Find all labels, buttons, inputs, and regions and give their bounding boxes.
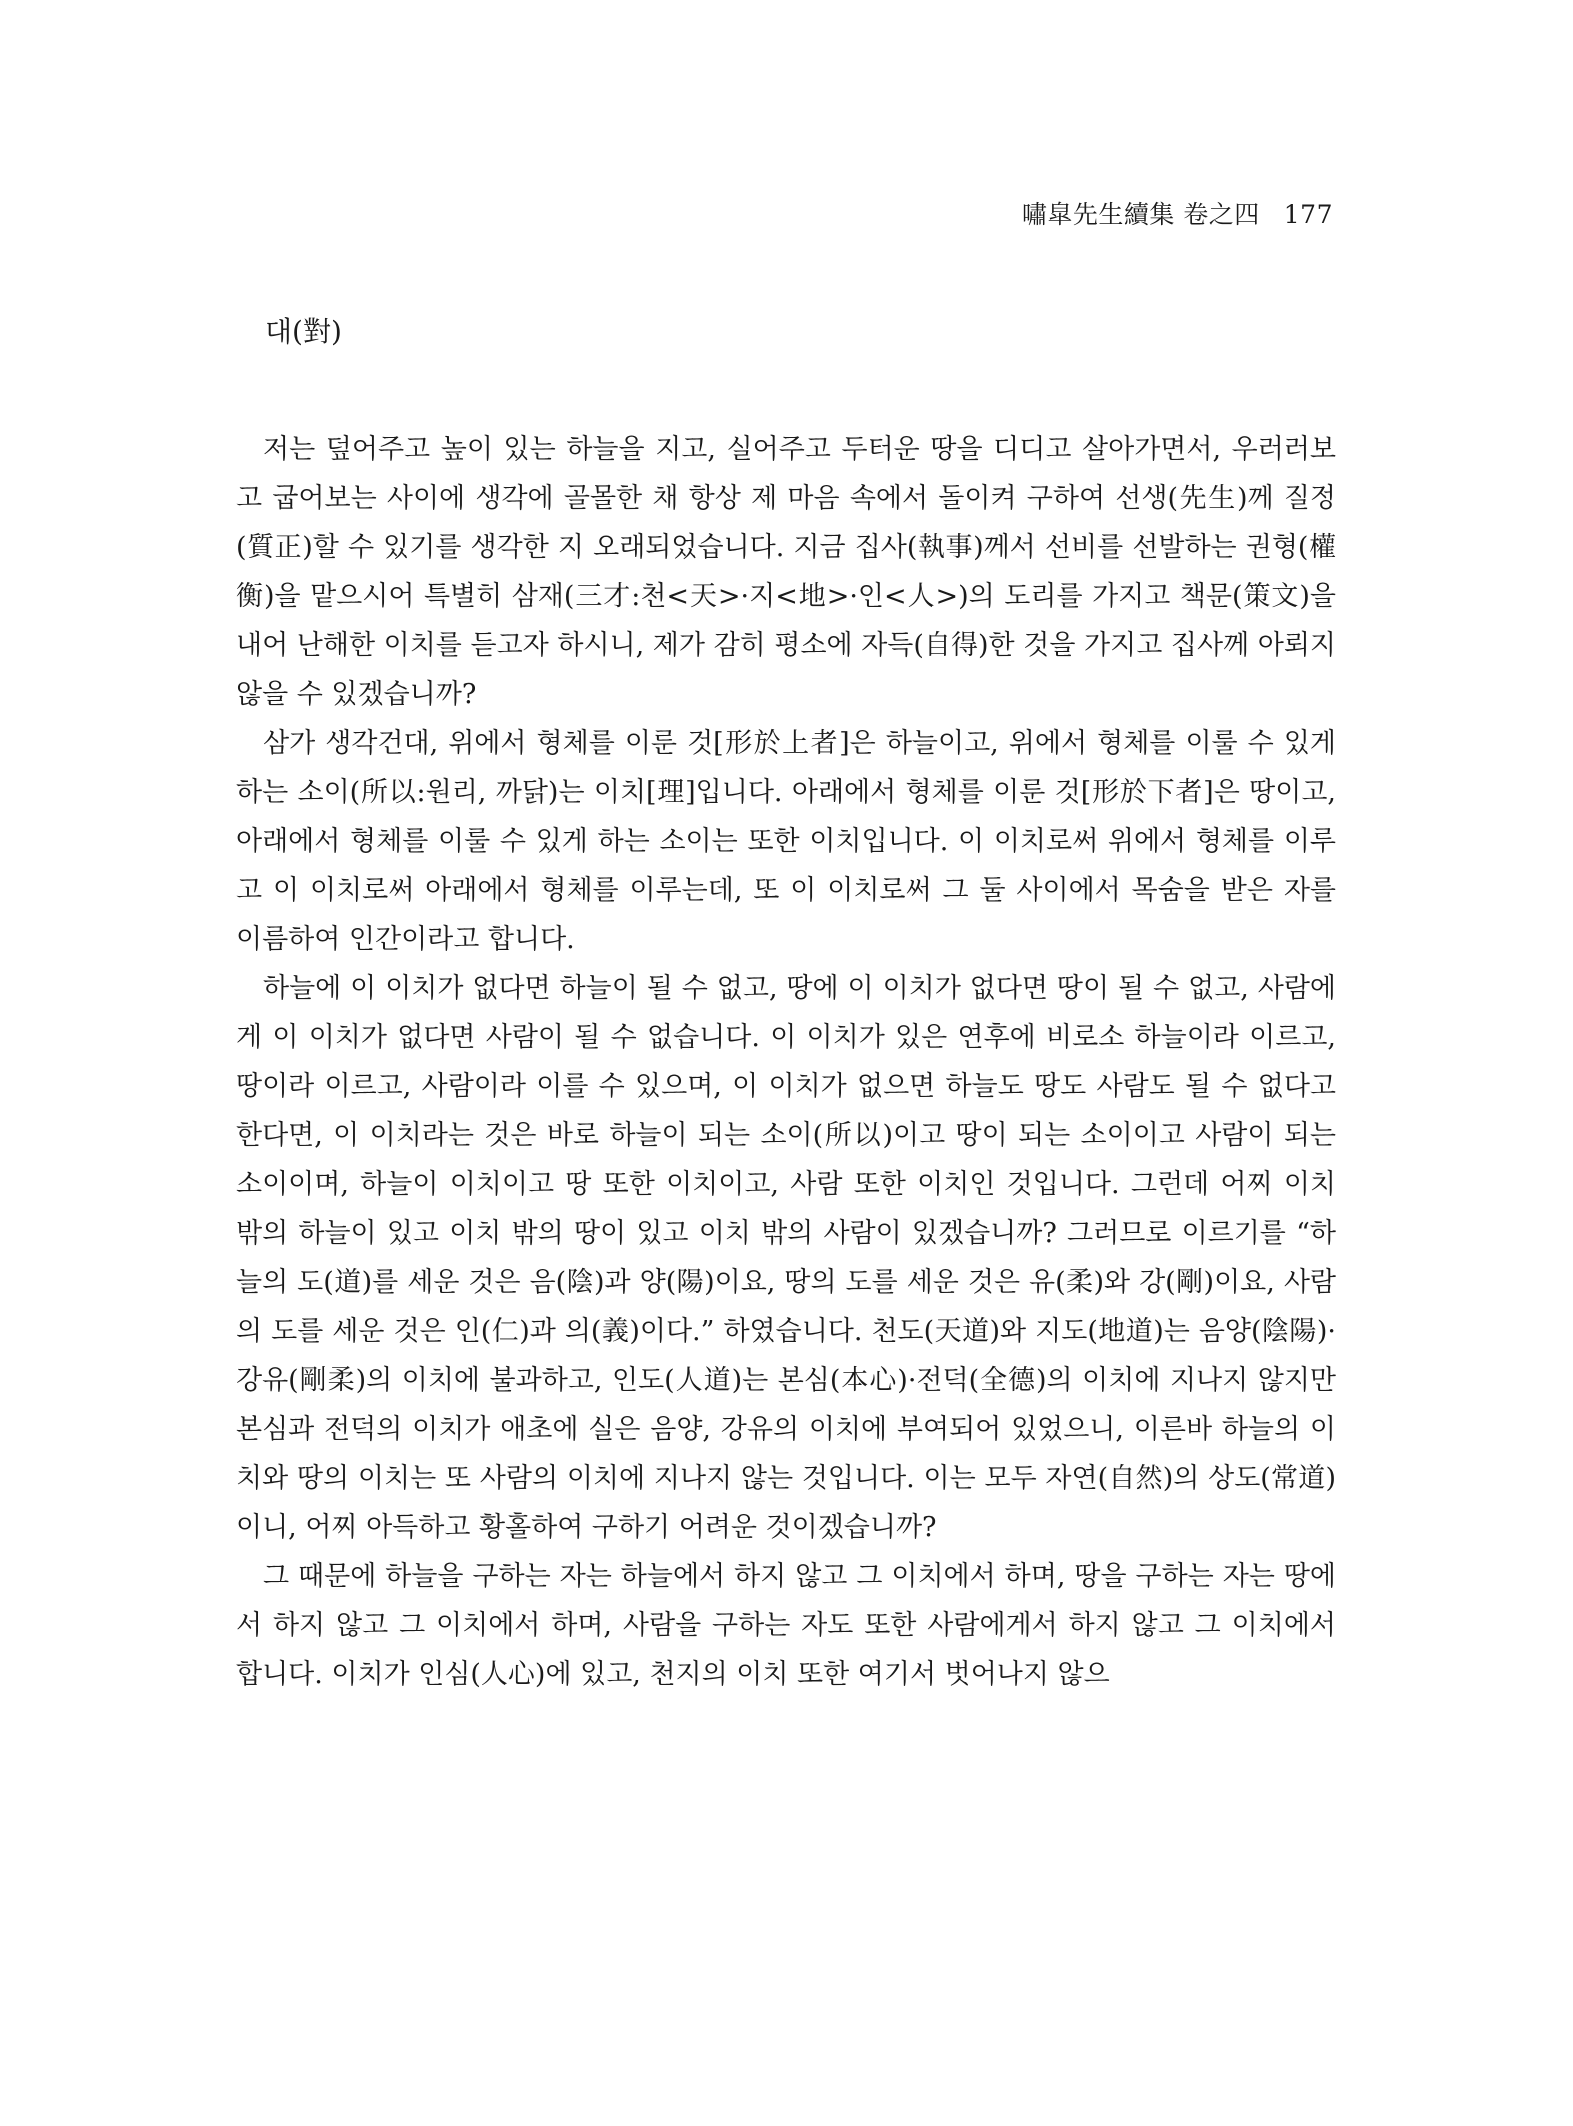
paragraph: 그 때문에 하늘을 구하는 자는 하늘에서 하지 않고 그 이치에서 하며, 땅을 구하는 자는 땅에서 하지 않고 그 이치에서 하며, 사람을 구하는 자도 또한 사람에게서 하지 않고 그 이치에서 합니다. 이치가 인심(人心)에 있고, 천지의 이치 또한 여기서 벗어나지 않으 (236, 1561, 1336, 1690)
paragraph: 삼가 생각건대, 위에서 형체를 이룬 것[形於上者]은 하늘이고, 위에서 형체를 이룰 수 있게 하는 소이(所以:원리, 까닭)는 이치[理]입니다. 아래에서 형체를 이룬 것[形於下者]은 땅이고, 아래에서 형체를 이룰 수 있게 하는 소이는 또한 이치입니다. 이 이치로써 위에서 형체를 이루고 이 이치로써 아래에서 형체를 이루는데, 또 이 이치로써 그 둘 사이에서 목숨을 받은 자를 이름하여 인간이라고 합니다. (236, 728, 1336, 955)
paragraph: 저는 덮어주고 높이 있는 하늘을 지고, 실어주고 두터운 땅을 디디고 살아가면서, 우러러보고 굽어보는 사이에 생각에 골몰한 채 항상 제 마음 속에서 돌이켜 구하여 선생(先生)께 질정(質正)할 수 있기를 생각한 지 오래되었습니다. 지금 집사(執事)께서 선비를 선발하는 권형(權衡)을 맡으시어 특별히 삼재(三才:천<天>·지<地>·인<人>)의 도리를 가지고 책문(策文)을 내어 난해한 이치를 듣고자 하시니, 제가 감히 평소에 자득(自得)한 것을 가지고 집사께 아뢰지 않을 수 있겠습니까? (236, 434, 1336, 710)
body-text (236, 425, 1336, 1699)
book-title: 嘯皐先生續集 卷之四 (1021, 200, 1260, 229)
section-title: 대(對) (265, 315, 342, 348)
running-header (1022, 195, 1333, 231)
paragraph: 하늘에 이 이치가 없다면 하늘이 될 수 없고, 땅에 이 이치가 없다면 땅이 될 수 없고, 사람에게 이 이치가 없다면 사람이 될 수 없습니다. 이 이치가 있은 연후에 비로소 하늘이라 이르고, 땅이라 이르고, 사람이라 이를 수 있으며, 이 이치가 없으면 하늘도 땅도 사람도 될 수 없다고 한다면, 이 이치라는 것은 바로 하늘이 되는 소이(所以)이고 땅이 되는 소이이고 사람이 되는 소이이며, 하늘이 이치이고 땅 또한 이치이고, 사람 또한 이치인 것입니다. 그런데 어찌 이치 밖의 하늘이 있고 이치 밖의 땅이 있고 이치 밖의 사람이 있겠습니까? 그러므로 이르기를 “하늘의 도(道)를 세운 것은 음(陰)과 양(陽)이요, 땅의 도를 세운 것은 유(柔)와 강(剛)이요, 사람의 도를 세운 것은 인(仁)과 의(義)이다.” 하였습니다. 천도(天道)와 지도(地道)는 음양(陰陽)·강유(剛柔)의 이치에 불과하고, 인도(人道)는 본심(本心)·전덕(全德)의 이치에 지나지 않지만 본심과 전덕의 이치가 애초에 실은 음양, 강유의 이치에 부여되어 있었으니, 이른바 하늘의 이치와 땅의 이치는 또 사람의 이치에 지나지 않는 것입니다. 이는 모두 자연(自然)의 상도(常道)이니, 어찌 아득하고 황홀하여 구하기 어려운 것이겠습니까? (236, 973, 1336, 1543)
page-number: 177 (1283, 200, 1333, 229)
